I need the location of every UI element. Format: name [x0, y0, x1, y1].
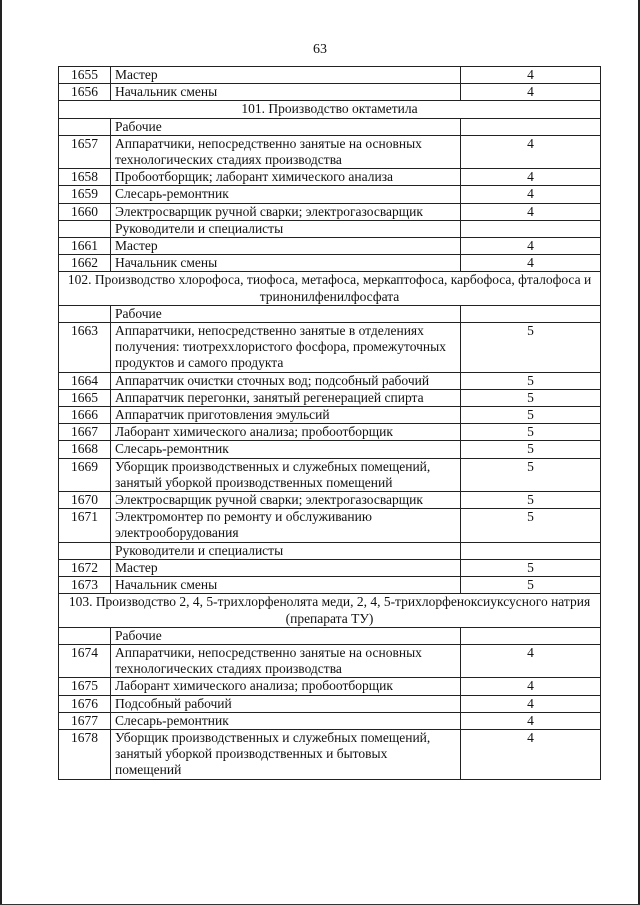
section-title: 101. Производство октаметила	[59, 101, 601, 118]
row-number: 1657	[59, 135, 111, 168]
profession-name: Уборщик производственных и служебных помещений, занятый уборкой производственных и бытовых помещений	[111, 729, 461, 779]
empty-cell	[461, 542, 601, 559]
table-row	[59, 186, 601, 203]
table-row	[59, 169, 601, 186]
profession-name: Уборщик производственных и служебных помещений, занятый уборкой производственных помещений	[111, 458, 461, 491]
empty-cell	[461, 220, 601, 237]
group-row	[59, 542, 601, 559]
profession-name: Электросварщик ручной сварки; электрогазосварщик	[111, 203, 461, 220]
leave-days-value: 4	[461, 678, 601, 695]
table-row	[59, 492, 601, 509]
profession-name: Лаборант химического анализа; пробоотборщик	[111, 678, 461, 695]
leave-days-value: 4	[461, 255, 601, 272]
profession-name: Аппаратчик перегонки, занятый регенерацией спирта	[111, 389, 461, 406]
leave-days-value: 5	[461, 458, 601, 491]
group-label: Руководители и специалисты	[111, 220, 461, 237]
table-row	[59, 458, 601, 491]
profession-name: Лаборант химического анализа; пробоотборщик	[111, 424, 461, 441]
table-row	[59, 424, 601, 441]
empty-cell	[59, 627, 111, 644]
section-row	[59, 101, 601, 118]
empty-cell	[59, 220, 111, 237]
table-row	[59, 441, 601, 458]
table-row	[59, 203, 601, 220]
row-number: 1673	[59, 577, 111, 594]
row-number: 1664	[59, 372, 111, 389]
row-number: 1678	[59, 729, 111, 779]
leave-days-value: 5	[461, 323, 601, 373]
section-row	[59, 272, 601, 305]
table-row	[59, 559, 601, 576]
table-row	[59, 84, 601, 101]
profession-name: Электромонтер по ремонту и обслуживанию электрооборудования	[111, 509, 461, 542]
empty-cell	[59, 542, 111, 559]
row-number: 1675	[59, 678, 111, 695]
profession-name: Слесарь-ремонтник	[111, 712, 461, 729]
table-row	[59, 67, 601, 84]
profession-name: Аппаратчик приготовления эмульсий	[111, 407, 461, 424]
leave-days-value: 4	[461, 67, 601, 84]
table-row	[59, 238, 601, 255]
table-row	[59, 255, 601, 272]
page-number: 63	[313, 42, 327, 57]
leave-days-value: 4	[461, 695, 601, 712]
leave-days-value: 5	[461, 509, 601, 542]
table-row	[59, 644, 601, 677]
group-label: Руководители и специалисты	[111, 542, 461, 559]
empty-cell	[461, 305, 601, 322]
section-row	[59, 594, 601, 627]
scan-left-edge	[0, 0, 2, 905]
profession-name: Подсобный рабочий	[111, 695, 461, 712]
table-row	[59, 729, 601, 779]
leave-days-value: 4	[461, 238, 601, 255]
empty-cell	[59, 118, 111, 135]
table-row	[59, 323, 601, 373]
row-number: 1676	[59, 695, 111, 712]
row-number: 1671	[59, 509, 111, 542]
leave-days-value: 4	[461, 203, 601, 220]
profession-name: Пробоотборщик; лаборант химического анализа	[111, 169, 461, 186]
empty-cell	[461, 118, 601, 135]
profession-name: Начальник смены	[111, 577, 461, 594]
leave-days-value: 5	[461, 424, 601, 441]
leave-days-value: 5	[461, 372, 601, 389]
row-number: 1665	[59, 389, 111, 406]
leave-days-value: 5	[461, 389, 601, 406]
leave-days-value: 5	[461, 492, 601, 509]
profession-name: Начальник смены	[111, 84, 461, 101]
table-row	[59, 135, 601, 168]
row-number: 1672	[59, 559, 111, 576]
row-number: 1663	[59, 323, 111, 373]
empty-cell	[59, 305, 111, 322]
table-row	[59, 407, 601, 424]
row-number: 1670	[59, 492, 111, 509]
group-label: Рабочие	[111, 118, 461, 135]
row-number: 1661	[59, 238, 111, 255]
leave-days-value: 4	[461, 644, 601, 677]
row-number: 1668	[59, 441, 111, 458]
row-number: 1662	[59, 255, 111, 272]
row-number: 1667	[59, 424, 111, 441]
leave-days-value: 5	[461, 441, 601, 458]
leave-days-value: 4	[461, 169, 601, 186]
profession-name: Аппаратчики, непосредственно занятые на основных технологических стадиях производства	[111, 644, 461, 677]
group-row	[59, 118, 601, 135]
leave-days-value: 4	[461, 186, 601, 203]
table-row	[59, 712, 601, 729]
table-row	[59, 509, 601, 542]
profession-name: Аппаратчики, непосредственно занятые на основных технологических стадиях производства	[111, 135, 461, 168]
row-number: 1658	[59, 169, 111, 186]
profession-name: Начальник смены	[111, 255, 461, 272]
row-number: 1655	[59, 67, 111, 84]
row-number: 1659	[59, 186, 111, 203]
profession-name: Слесарь-ремонтник	[111, 186, 461, 203]
leave-days-value: 5	[461, 407, 601, 424]
leave-days-value: 5	[461, 577, 601, 594]
profession-name: Аппаратчик очистки сточных вод; подсобный рабочий	[111, 372, 461, 389]
group-row	[59, 220, 601, 237]
table-row	[59, 577, 601, 594]
row-number: 1669	[59, 458, 111, 491]
table-row	[59, 389, 601, 406]
leave-days-value: 4	[461, 712, 601, 729]
leave-days-value: 4	[461, 729, 601, 779]
profession-name: Аппаратчики, непосредственно занятые в отделениях получения: тиотреххлористого фосфора, промежуточных продуктов и самого продукта	[111, 323, 461, 373]
empty-cell	[461, 627, 601, 644]
profession-name: Мастер	[111, 238, 461, 255]
profession-name: Слесарь-ремонтник	[111, 441, 461, 458]
row-number: 1677	[59, 712, 111, 729]
table-row	[59, 678, 601, 695]
table-row	[59, 372, 601, 389]
group-label: Рабочие	[111, 305, 461, 322]
row-number: 1666	[59, 407, 111, 424]
profession-table	[58, 66, 601, 780]
profession-name: Электросварщик ручной сварки; электрогазосварщик	[111, 492, 461, 509]
group-row	[59, 305, 601, 322]
profession-name: Мастер	[111, 559, 461, 576]
table-row	[59, 695, 601, 712]
group-row	[59, 627, 601, 644]
profession-name: Мастер	[111, 67, 461, 84]
leave-days-value: 4	[461, 84, 601, 101]
row-number: 1660	[59, 203, 111, 220]
row-number: 1674	[59, 644, 111, 677]
leave-days-value: 4	[461, 135, 601, 168]
section-title: 102. Производство хлорофоса, тиофоса, метафоса, меркаптофоса, карбофоса, фталофоса и тринонилфенилфосфата	[59, 272, 601, 305]
row-number: 1656	[59, 84, 111, 101]
table-body	[59, 67, 601, 780]
leave-days-value: 5	[461, 559, 601, 576]
group-label: Рабочие	[111, 627, 461, 644]
section-title: 103. Производство 2, 4, 5-трихлорфенолята меди, 2, 4, 5-трихлорфеноксиуксусного натрия (препарата ТУ)	[59, 594, 601, 627]
